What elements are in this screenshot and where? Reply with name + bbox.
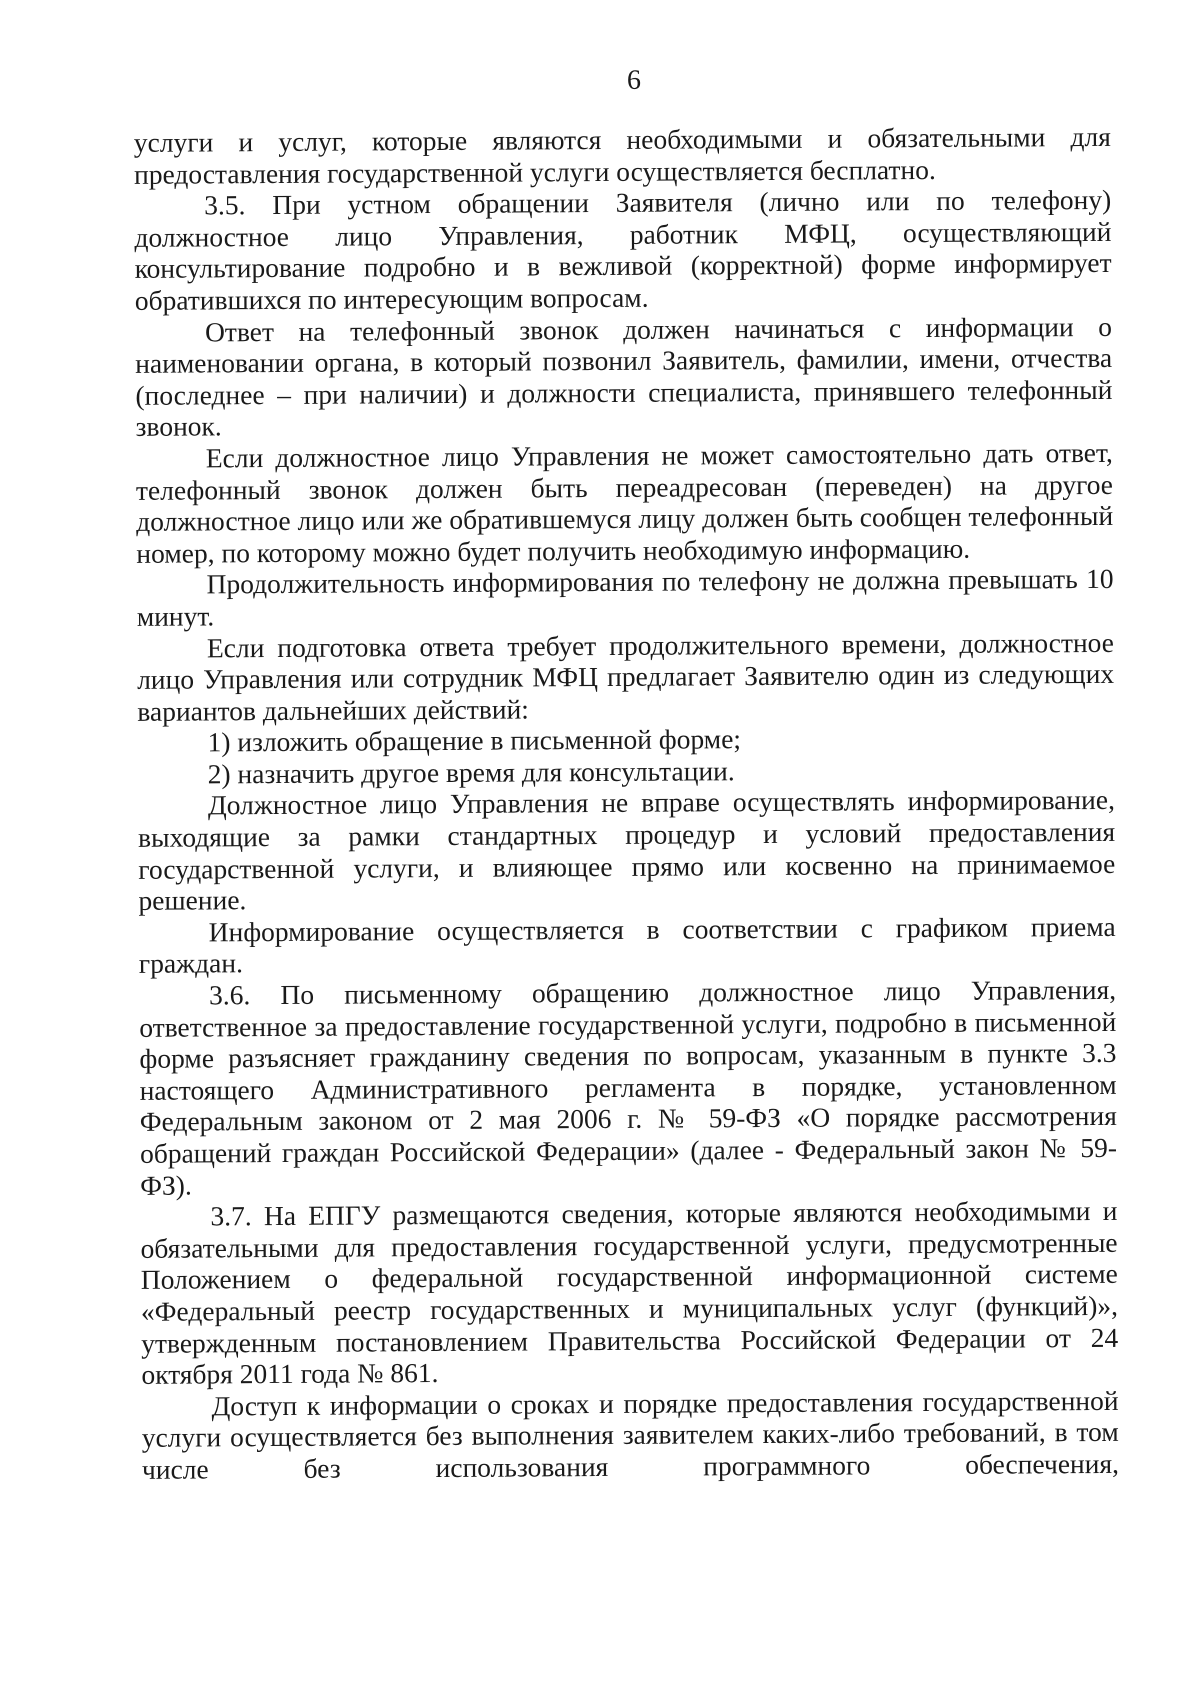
paragraph-call-duration: Продолжительность информирования по телефону не должна превышать 10 минут.: [136, 563, 1114, 632]
paragraph-3-7-epgu: 3.7. На ЕПГУ размещаются сведения, которые являются необходимыми и обязательными для предоставления государственной услуги, предусмотренные Положением о федеральной государственной информационной системе «Федеральный реестр государственных и муниципальных услуг (функций)», утвержденным постановлением Правительства Российской Федерации от 24 октября 2011 года № 861.: [140, 1195, 1119, 1390]
paragraph-access-info: Доступ к информации о сроках и порядке предоставления государственной услуги осуществляется без выполнения заявителем каких-либо требований, в том числе без использования программного обеспечения,: [141, 1384, 1120, 1485]
paragraph-3-5-oral-request: 3.5. При устном обращении Заявителя (лично или по телефону) должностное лицо Управления, работник МФЦ, осуществляющий консультирование подробно и в вежливой (корректной) форме информирует обратившихся по интересующим вопросам.: [134, 184, 1112, 316]
list-item-other-time: 2) назначить другое время для консультации.: [207, 755, 735, 790]
paragraph-phone-answer: Ответ на телефонный звонок должен начинаться с информации о наименовании органа, в который позвонил Заявитель, фамилии, имени, отчества (последнее – при наличии) и должности специалиста, принявшего телефонный звонок.: [135, 310, 1113, 443]
paragraph-call-redirect: Если должностное лицо Управления не может самостоятельно дать ответ, телефонный звонок должен быть переадресован (переведен) на другое должностное лицо или же обратившемуся лицу должен быть сообщен телефонный номер, по которому можно будет получить необходимую информацию.: [135, 436, 1114, 569]
paragraph-restriction: Должностное лицо Управления не вправе осуществлять информирование, выходящие за рамки стандартных процедур и условий предоставления государственной услуги, и влияющее прямо или косвенно на принимаемое решение.: [138, 784, 1116, 917]
page-number: 6: [626, 64, 642, 96]
paragraph-payment: услуги и услуг, которые являются необходимыми и обязательными для предоставления государственной услуги осуществляется бесплатно.: [133, 120, 1111, 190]
list-item-written-form: 1) изложить обращение в письменной форме;: [207, 723, 742, 758]
paragraph-schedule: Информирование осуществляется в соответствии с графиком приема граждан.: [138, 910, 1116, 980]
paragraph-3-6-written-request: 3.6. По письменному обращению должностное лицо Управления, ответственное за предоставление государственной услуги, подробно в письменной форме разъясняет гражданину сведения по вопросам, указанным в пункте 3.3 настоящего Административного регламента в порядке, установленном Федеральным законом от 2 мая 2006 г. № 59-ФЗ «О порядке рассмотрения обращений граждан Российской Федерации» (далее - Федеральный закон № 59-ФЗ).: [139, 973, 1118, 1201]
paragraph-long-preparation: Если подготовка ответа требует продолжительного времени, должностное лицо Управления или сотрудник МФЦ предлагает Заявителю один из следующих вариантов дальнейших действий:: [137, 626, 1115, 727]
